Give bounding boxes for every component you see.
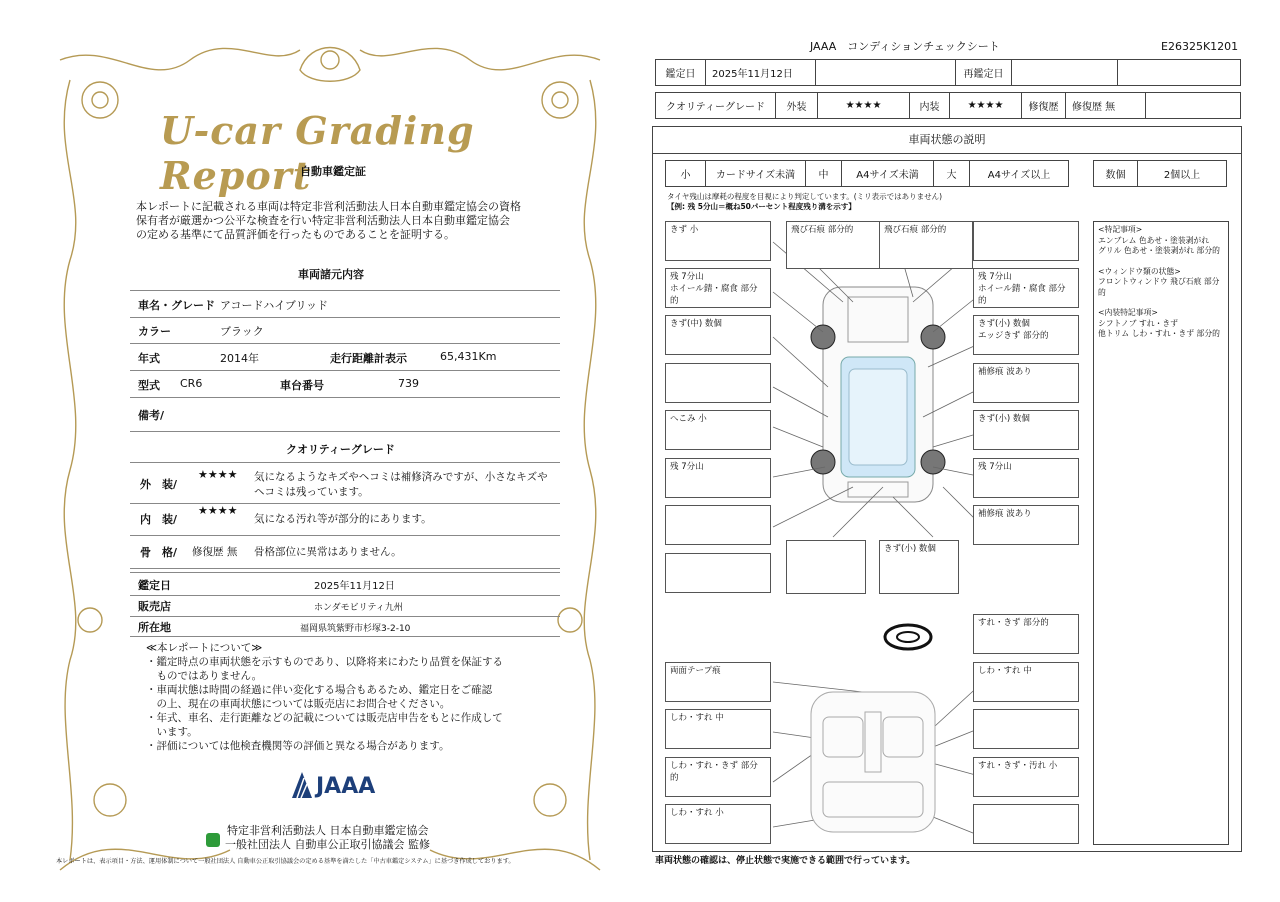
grade-heading: クオリティーグレード xyxy=(286,443,395,456)
special-note: グリル 色あせ・塗装剥がれ 部分的 xyxy=(1098,246,1220,255)
spec-row-name xyxy=(130,290,560,318)
color-value: ブラック xyxy=(220,325,264,338)
year-label: 年式 xyxy=(138,352,160,365)
spec-row-color xyxy=(130,316,560,344)
date-row xyxy=(130,572,560,596)
redate-value xyxy=(1012,60,1118,85)
special-notes-panel xyxy=(1093,221,1229,845)
desc-box: きず 小 xyxy=(665,221,771,261)
note-line: ものではありません。 xyxy=(146,670,263,682)
desc-box: 補修痕 波あり xyxy=(973,363,1079,403)
frame-comment: 骨格部位に異常はありません。 xyxy=(254,546,402,558)
year-value: 2014年 xyxy=(220,352,259,365)
address-row xyxy=(130,616,560,637)
section-title: 車両状態の説明 xyxy=(653,127,1241,154)
desc-box: しわ・すれ 中 xyxy=(665,709,771,749)
desc-box: 両面テープ痕 xyxy=(665,662,771,702)
grading-certificate xyxy=(30,0,630,902)
address-label: 所在地 xyxy=(138,621,171,634)
tire-note: タイヤ残山は摩耗の程度を目視により判定しています。(ミリ表示ではありません) xyxy=(667,192,943,201)
mileage-value: 65,431Km xyxy=(440,350,497,363)
count-label: 数個 xyxy=(1094,161,1138,186)
desc-box xyxy=(665,553,771,593)
spec-row-remarks xyxy=(130,397,560,432)
steering-wheel-icon xyxy=(883,623,933,651)
date-label: 鑑定日 xyxy=(656,60,706,85)
desc-box: すれ・きず 部分的 xyxy=(973,614,1079,654)
desc-box xyxy=(973,709,1079,749)
desc-box xyxy=(786,540,866,594)
desc-box: へこみ 小 xyxy=(665,410,771,450)
grade-table xyxy=(655,92,1241,119)
condition-section xyxy=(652,126,1242,852)
chassis-value: 739 xyxy=(398,377,419,390)
note-line: ・鑑定時点の車両状態を示すものであり、以降将来にわたり品質を保証する xyxy=(146,656,503,668)
document-number: E26325K1201 xyxy=(1161,40,1239,53)
desc-box: 残 7分山 xyxy=(665,458,771,498)
desc-box: 補修痕 波あり xyxy=(973,505,1079,545)
desc-box: きず(中) 数個 xyxy=(665,315,771,355)
address-value: 福岡県筑紫野市杉塚3-2-10 xyxy=(300,624,411,634)
frame-value: 修復歴 無 xyxy=(192,546,238,558)
desc-box: きず(小) 数個 エッジきず 部分的 xyxy=(973,315,1079,355)
condition-check-sheet xyxy=(645,0,1275,902)
repair-label: 修復歴 xyxy=(1022,93,1066,118)
date-value: 2025年11月12日 xyxy=(314,581,395,592)
dealer-value: ホンダモビリティ九州 xyxy=(314,603,403,613)
desc-box: しわ・すれ 小 xyxy=(665,804,771,844)
interior-label: 内装 xyxy=(910,93,950,118)
special-heading: <特記事項> xyxy=(1098,225,1143,234)
desc-box: 飛び石痕 部分的 xyxy=(879,221,973,269)
size-small: 小 xyxy=(666,161,706,186)
supervisor-name: 一般社団法人 自動車公正取引協議会 監修 xyxy=(225,838,430,851)
intro-text xyxy=(136,200,566,242)
size-small-desc: カードサイズ未満 xyxy=(706,161,806,186)
jaaa-logo-icon xyxy=(290,770,314,800)
size-mid: 中 xyxy=(806,161,842,186)
interior-comment: 気になる汚れ等が部分的にあります。 xyxy=(254,513,432,525)
interior-car-diagram xyxy=(803,687,943,837)
org-name: 特定非営利活動法人 日本自動車鑑定協会 xyxy=(227,824,429,837)
color-label: カラー xyxy=(138,325,171,338)
grade-label: クオリティーグレード xyxy=(656,93,776,118)
exterior-comment: 気になるようなキズやヘコミは補修済みですが、小さなキズや xyxy=(254,471,548,483)
interior-note: シフトノブ すれ・きず xyxy=(1098,318,1178,328)
jaaa-logo-text: JAAA xyxy=(316,774,376,799)
desc-box: 残 7分山 ホイール錆・腐食 部分的 xyxy=(665,268,771,308)
special-note: エンブレム 色あせ・塗装剥がれ xyxy=(1098,235,1210,245)
intro-line: の定める基準にて品質評価を行ったものであることを証明する。 xyxy=(136,228,455,241)
exterior-stars: ★★★★ xyxy=(818,93,910,118)
note-line: ・年式、車名、走行距離などの記載については販売店申告をもとに作成して xyxy=(146,712,503,724)
exterior-comment: ヘコミは残っています。 xyxy=(254,486,369,498)
window-heading: <ウィンドウ類の状態> xyxy=(1098,266,1181,276)
notes-heading: ≪本レポートについて≫ xyxy=(146,642,263,654)
desc-box xyxy=(665,505,771,545)
blank-cell xyxy=(816,60,956,85)
note-line: ・車両状態は時間の経過に伴い変化する場合もあるため、鑑定日をご確認 xyxy=(146,684,493,696)
model-value: CR6 xyxy=(180,377,203,390)
redate-label: 再鑑定日 xyxy=(956,60,1012,85)
sheet-footer: 車両状態の確認は、停止状態で実施できる範囲で行っています。 xyxy=(655,856,916,866)
desc-box: しわ・すれ 中 xyxy=(973,662,1079,702)
interior-note: 他トリム しわ・すれ・きず 部分的 xyxy=(1098,329,1220,338)
sheet-title: JAAA コンディションチェックシート xyxy=(810,40,1000,53)
spec-heading: 車両諸元内容 xyxy=(298,268,364,281)
fair-trade-icon xyxy=(206,833,220,847)
spec-row-model xyxy=(130,370,560,398)
name-value: アコードハイブリッド xyxy=(220,299,329,312)
desc-box xyxy=(665,363,771,403)
intro-line: 本レポートに記載される車両は特定非営利活動法人日本自動車鑑定協会の資格 xyxy=(136,200,521,213)
interior-heading: <内装特記事項> xyxy=(1098,308,1158,317)
chassis-label: 車台番号 xyxy=(280,379,324,392)
size-large: 大 xyxy=(934,161,970,186)
grade-row-frame xyxy=(130,535,560,569)
exterior-label: 外装 xyxy=(776,93,818,118)
desc-box: すれ・きず・汚れ 小 xyxy=(973,757,1079,797)
report-notes xyxy=(146,641,566,753)
desc-box xyxy=(973,804,1079,844)
desc-box: 飛び石痕 部分的 xyxy=(786,221,882,269)
interior-label: 内 装/ xyxy=(140,513,178,526)
model-label: 型式 xyxy=(138,379,160,392)
date-value: 2025年11月12日 xyxy=(706,60,816,85)
interior-stars: ★★★★ xyxy=(950,93,1022,118)
desc-box: きず(小) 数個 xyxy=(973,410,1079,450)
window-note: フロントウィンドウ 飛び石痕 部分的 xyxy=(1098,277,1220,297)
grade-row-interior xyxy=(130,502,560,536)
frame-label: 骨 格/ xyxy=(140,546,178,559)
desc-box: しわ・すれ・きず 部分的 xyxy=(665,757,771,797)
spec-row-year xyxy=(130,343,560,371)
exterior-stars: ★★★★ xyxy=(198,468,238,481)
repair-value: 修復歴 無 xyxy=(1066,93,1146,118)
name-label: 車名・グレード xyxy=(138,299,215,312)
intro-line: 保有者が厳選かつ公平な検査を行い特定非営利活動法人日本自動車鑑定協会 xyxy=(136,214,510,227)
size-large-desc: A4サイズ以上 xyxy=(987,170,1051,181)
report-title: U-car Grading Report xyxy=(160,108,475,198)
note-line: の上、現在の車両状態については販売店にお問合せください。 xyxy=(146,698,451,710)
remarks-label: 備考/ xyxy=(138,409,165,422)
dealer-label: 販売店 xyxy=(138,600,171,613)
date-table xyxy=(655,59,1241,86)
mileage-label: 走行距離計表示 xyxy=(330,352,407,365)
desc-box: きず(小) 数個 xyxy=(879,540,959,594)
interior-stars: ★★★★ xyxy=(198,504,238,517)
certificate-subtitle: 自動車鑑定証 xyxy=(300,165,366,178)
dealer-row xyxy=(130,594,560,617)
desc-box: 残 7分山 xyxy=(973,458,1079,498)
footer-note: 本レポートは、表示項目・方法、運用体制について一般社団法人 自動車公正取引協議会の定める基準を満たした「中古車鑑定システム」に基づき作成しております。 xyxy=(56,858,515,865)
tire-example: 【例: 残 5分山＝概ね50パーセント程度残り溝を示す】 xyxy=(667,202,856,211)
desc-box xyxy=(973,221,1079,261)
size-mid-desc: A4サイズ未満 xyxy=(842,161,934,186)
note-line: います。 xyxy=(146,726,198,738)
grade-row-exterior xyxy=(130,462,560,504)
count-value: 2個以上 xyxy=(1163,170,1201,181)
exterior-label: 外 装/ xyxy=(140,478,178,491)
date-label: 鑑定日 xyxy=(138,579,171,592)
note-line: ・評価については他検査機関等の評価と異なる場合があります。 xyxy=(146,740,450,752)
desc-box: 残 7分山 ホイール錆・腐食 部分的 xyxy=(973,268,1079,308)
